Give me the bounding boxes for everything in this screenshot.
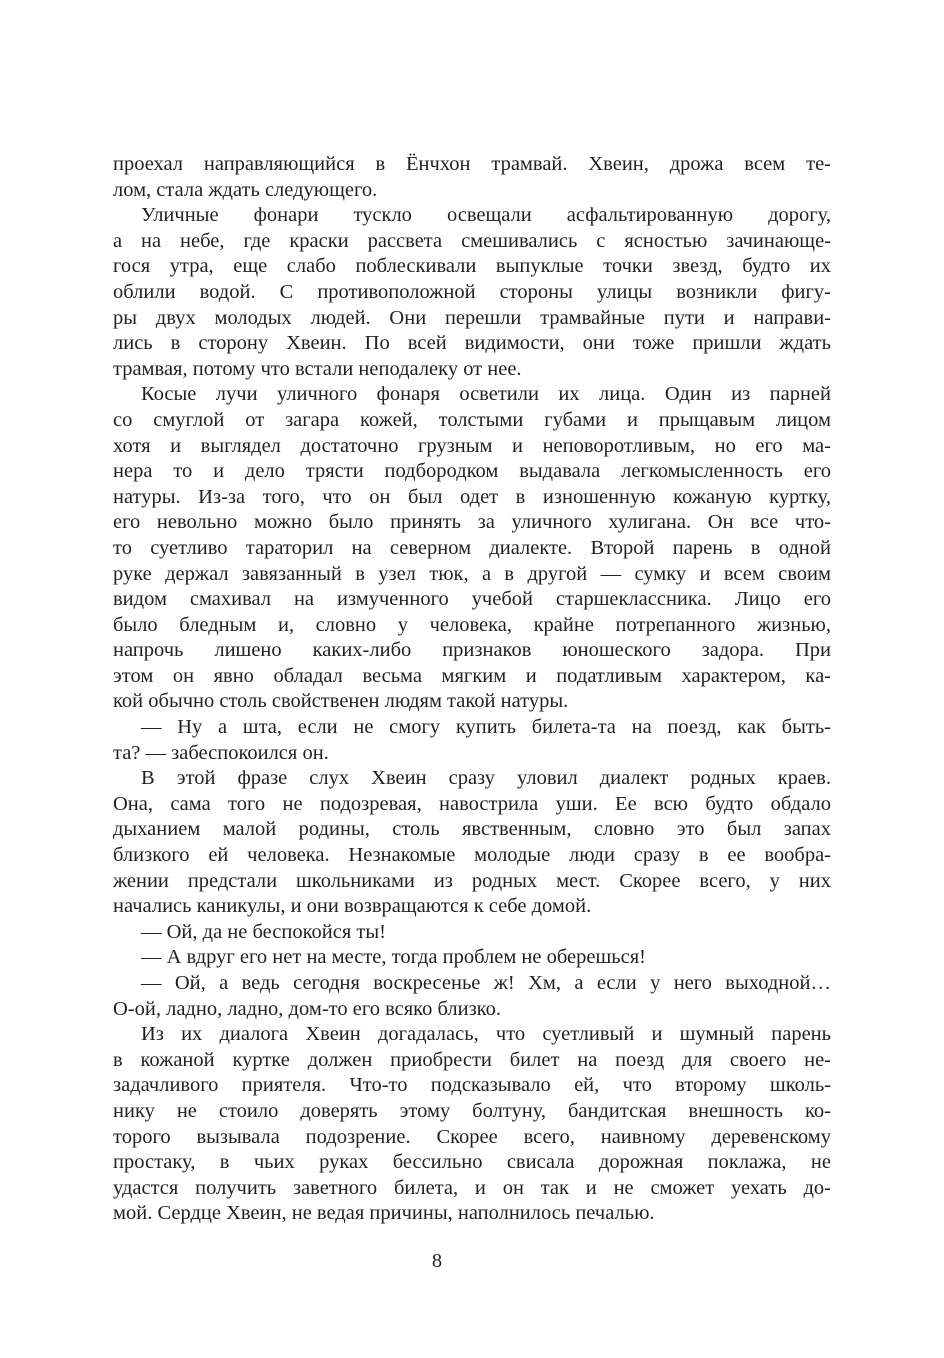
text-line: простаку, в чьих руках бессильно свисала дорожная поклажа, не — [113, 1151, 831, 1174]
text-line: натуры. Из-за того, что он был одет в изношенную кожаную куртку, — [113, 485, 831, 508]
text-line: начались каникулы, и они возвращаются к себе домой. — [113, 895, 592, 918]
text-line: Она, сама того не подозревая, навострила уши. Ее всю будто обдало — [113, 792, 831, 815]
text-line: задачливого приятеля. Что-то подсказывало ей, что второму школь- — [113, 1074, 831, 1097]
text-line: мой. Сердце Хвеин, не ведая причины, наполнилось печалью. — [113, 1202, 655, 1225]
text-line: — Ой, а ведь сегодня воскресенье ж! Хм, а если у него выходной… — [141, 972, 831, 994]
text-line: торого вызывала подозрение. Скорее всего, наивному деревенскому — [113, 1125, 831, 1148]
text-line: в кожаной куртке должен приобрести билет на поезд для своего не- — [113, 1048, 831, 1071]
text-line: видом смахивал на измученного учебой старшеклассника. Лицо его — [113, 588, 831, 611]
text-line: нику не стоило доверять этому болтуну, бандитская внешность ко- — [113, 1099, 831, 1122]
page-body-text — [113, 152, 831, 1227]
text-line: нера то и дело трясти подбородком выдавала легкомысленность его — [113, 460, 831, 483]
text-line: проехал направляющийся в Ёнчхон трамвай. Хвеин, дрожа всем те- — [113, 153, 831, 175]
text-line: дыханием малой родины, столь явственным, словно это был запах — [113, 818, 831, 841]
text-line: удастся получить заветного билета, и он так и не сможет уехать до- — [113, 1176, 831, 1199]
text-line: близкого ей человека. Незнакомые молодые люди сразу в ее вообра- — [113, 844, 831, 867]
text-line: трамвая, потому что встали неподалеку от нее. — [113, 357, 522, 380]
text-line: этом он явно обладал весьма мягким и податливым характером, ка- — [113, 664, 831, 687]
text-line: — А вдруг его нет на месте, тогда проблем не оберешься! — [141, 946, 646, 969]
text-line: его невольно можно было принять за уличного хулигана. Он все что- — [113, 511, 831, 534]
text-line: облили водой. С противоположной стороны улицы возникли фигу- — [113, 280, 831, 303]
text-line: лись в сторону Хвеин. По всей видимости, они тоже пришли ждать — [113, 332, 831, 355]
text-line: руке держал завязанный в узел тюк, а в другой — сумку и всем своим — [113, 562, 831, 585]
page-number: 8 — [431, 1250, 443, 1272]
text-line: а на небе, где краски рассвета смешивались с ясностью зачинающе- — [113, 229, 831, 252]
text-line: Уличные фонари тускло освещали асфальтированную дорогу, — [141, 204, 831, 227]
text-line: ры двух молодых людей. Они перешли трамвайные пути и направи- — [113, 306, 831, 329]
text-line: Косые лучи уличного фонаря осветили их лица. Один из парней — [141, 383, 831, 406]
text-line: лом, стала ждать следующего. — [113, 178, 378, 201]
text-line: В этой фразе слух Хвеин сразу уловил диалект родных краев. — [141, 767, 831, 790]
text-line: напрочь лишено каких-либо признаков юношеского задора. При — [113, 639, 831, 662]
text-line: жении предстали школьниками из родных мест. Скорее всего, у них — [113, 869, 831, 892]
text-line: та? — забеспокоился он. — [113, 741, 329, 764]
text-line: кой обычно столь свойственен людям такой натуры. — [113, 690, 569, 713]
text-line: было бледным и, словно у человека, крайне потрепанного жизнью, — [113, 613, 831, 636]
text-line: — Ой, да не беспокойся ты! — [141, 920, 386, 943]
text-line: гося утра, еще слабо поблескивали выпуклые точки звезд, будто их — [113, 255, 831, 278]
text-line: то суетливо тараторил на северном диалекте. Второй парень в одной — [113, 536, 831, 559]
text-line: Из их диалога Хвеин догадалась, что суетливый и шумный парень — [141, 1023, 831, 1046]
text-line: О-ой, ладно, ладно, дом-то его всяко близко. — [113, 997, 501, 1020]
text-line: хотя и выглядел достаточно грузным и неповоротливым, но его ма- — [113, 434, 831, 457]
text-line: — Ну а шта, если не смогу купить билета-та на поезд, как быть- — [141, 716, 831, 739]
text-line: со смуглой от загара кожей, толстыми губами и прыщавым лицом — [113, 408, 831, 431]
